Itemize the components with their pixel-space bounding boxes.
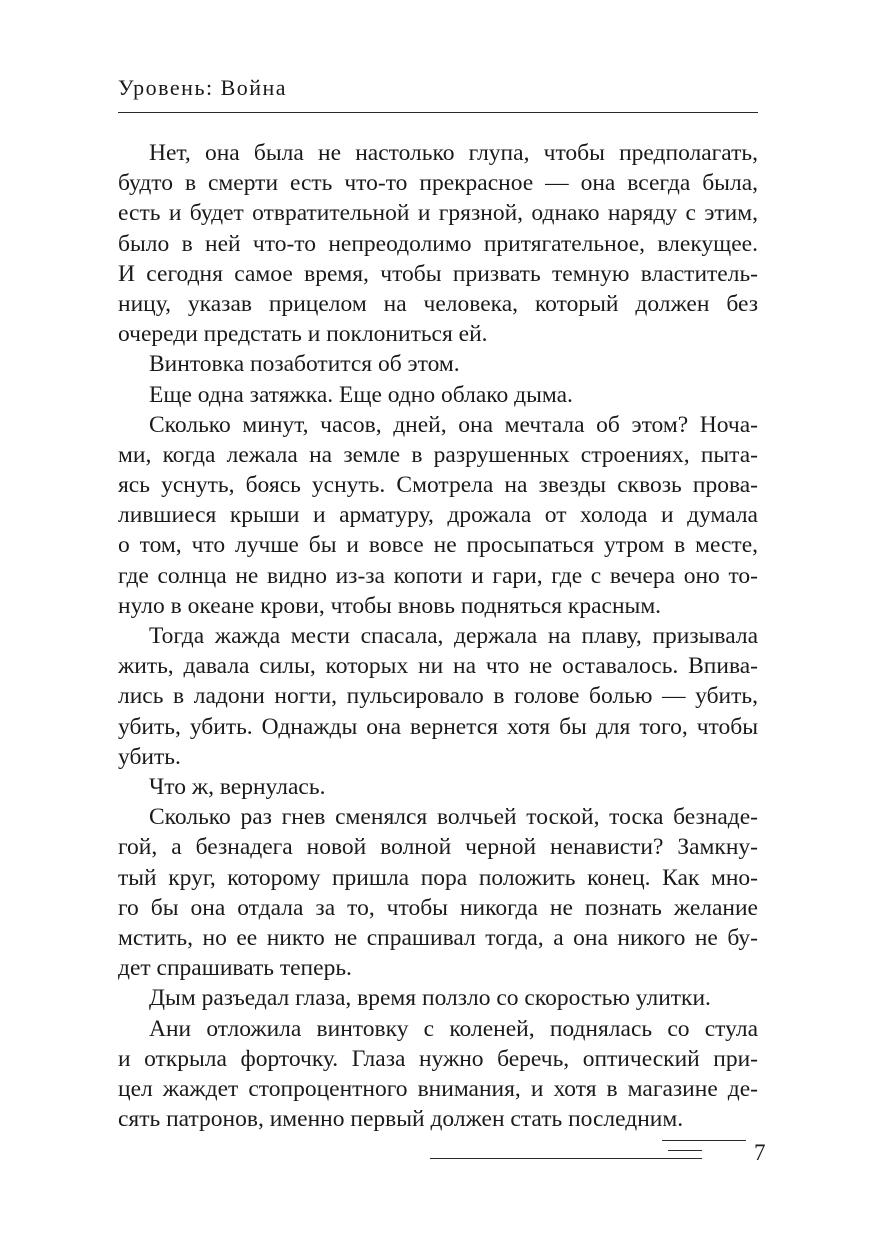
page-number: 7	[754, 1140, 766, 1165]
text-line: го бы она отдала за то, чтобы никогда не познать желание	[118, 894, 758, 921]
text-line: и открыла форточку. Глаза нужно беречь, оптический при-	[118, 1045, 758, 1072]
text-line: очереди предстать и поклониться ей.	[118, 321, 488, 348]
text-line: будто в смерти есть что-то прекрасное — она всегда была,	[118, 170, 758, 197]
text-line: гой, а безнадега новой волной черной ненависти? Замкну-	[118, 834, 758, 861]
text-line: о том, что лучше бы и вовсе не просыпаться утром в месте,	[118, 532, 758, 559]
footer-rule-middle	[668, 1150, 702, 1151]
text-line: дет спрашивать теперь.	[118, 955, 352, 982]
text-line: лившиеся крыши и арматуру, дрожала от холода и думала	[118, 502, 758, 529]
text-line: жить, давала силы, которых ни на что не оставалось. Впива-	[118, 653, 758, 680]
text-line: тый круг, которому пришла пора положить конец. Как мно-	[118, 864, 758, 891]
text-line: убить, убить. Однажды она вернется хотя бы для того, чтобы	[118, 713, 758, 740]
paragraph-first-line: Тогда жажда мести спасала, держала на плаву, призывала	[149, 623, 758, 650]
paragraph-first-line: Еще одна затяжка. Еще одно облако дыма.	[149, 381, 573, 408]
text-line: мстить, но ее никто не спрашивал тогда, а она никого не бу-	[118, 924, 758, 951]
text-line: цел жаждет стопроцентного внимания, и хотя в магазине де-	[118, 1075, 758, 1102]
text-line: сять патронов, именно первый должен стать последним.	[118, 1106, 684, 1133]
paragraph-first-line: Нет, она была не настолько глупа, чтобы предполагать,	[149, 140, 758, 166]
text-line: лись в ладони ногти, пульсировало в голове болью — убить,	[118, 683, 758, 710]
paragraph-first-line: Винтовка позаботится об этом.	[149, 351, 460, 378]
paragraph-first-line: Сколько раз гнев сменялся волчьей тоской, тоска безнаде-	[149, 804, 758, 831]
text-line: нуло в океане крови, чтобы вновь подняться красным.	[118, 592, 662, 619]
running-head-title: Уровень: Война	[118, 75, 288, 100]
footer-rule-upper	[662, 1140, 746, 1141]
text-line: ясь уснуть, боясь уснуть. Смотрела на звезды сквозь прова-	[118, 472, 758, 499]
text-line: было в ней что-то непреодолимо притягательное, влекущее.	[118, 230, 758, 257]
text-line: ницу, указав прицелом на человека, который должен без	[118, 290, 758, 317]
body-text	[118, 138, 758, 1134]
footer-rule-lower	[430, 1158, 702, 1159]
header-rule	[118, 112, 758, 113]
paragraph-first-line: Сколько минут, часов, дней, она мечтала об этом? Ноча-	[149, 411, 758, 438]
text-line: ми, когда лежала на земле в разрушенных строениях, пыта-	[118, 441, 758, 468]
text-line: где солнца не видно из-за копоти и гари, где с вечера оно то-	[118, 562, 758, 589]
paragraph-first-line: Ани отложила винтовку с коленей, поднялась со стула	[149, 1015, 758, 1042]
paragraph-first-line: Дым разъедал глаза, время ползло со скоростью улитки.	[149, 985, 711, 1012]
text-line: убить.	[118, 743, 181, 770]
paragraph-first-line: Что ж, вернулась.	[149, 774, 326, 801]
text-line: И сегодня самое время, чтобы призвать темную властитель-	[118, 260, 758, 287]
text-line: есть и будет отвратительной и грязной, однако наряду с этим,	[118, 200, 758, 227]
